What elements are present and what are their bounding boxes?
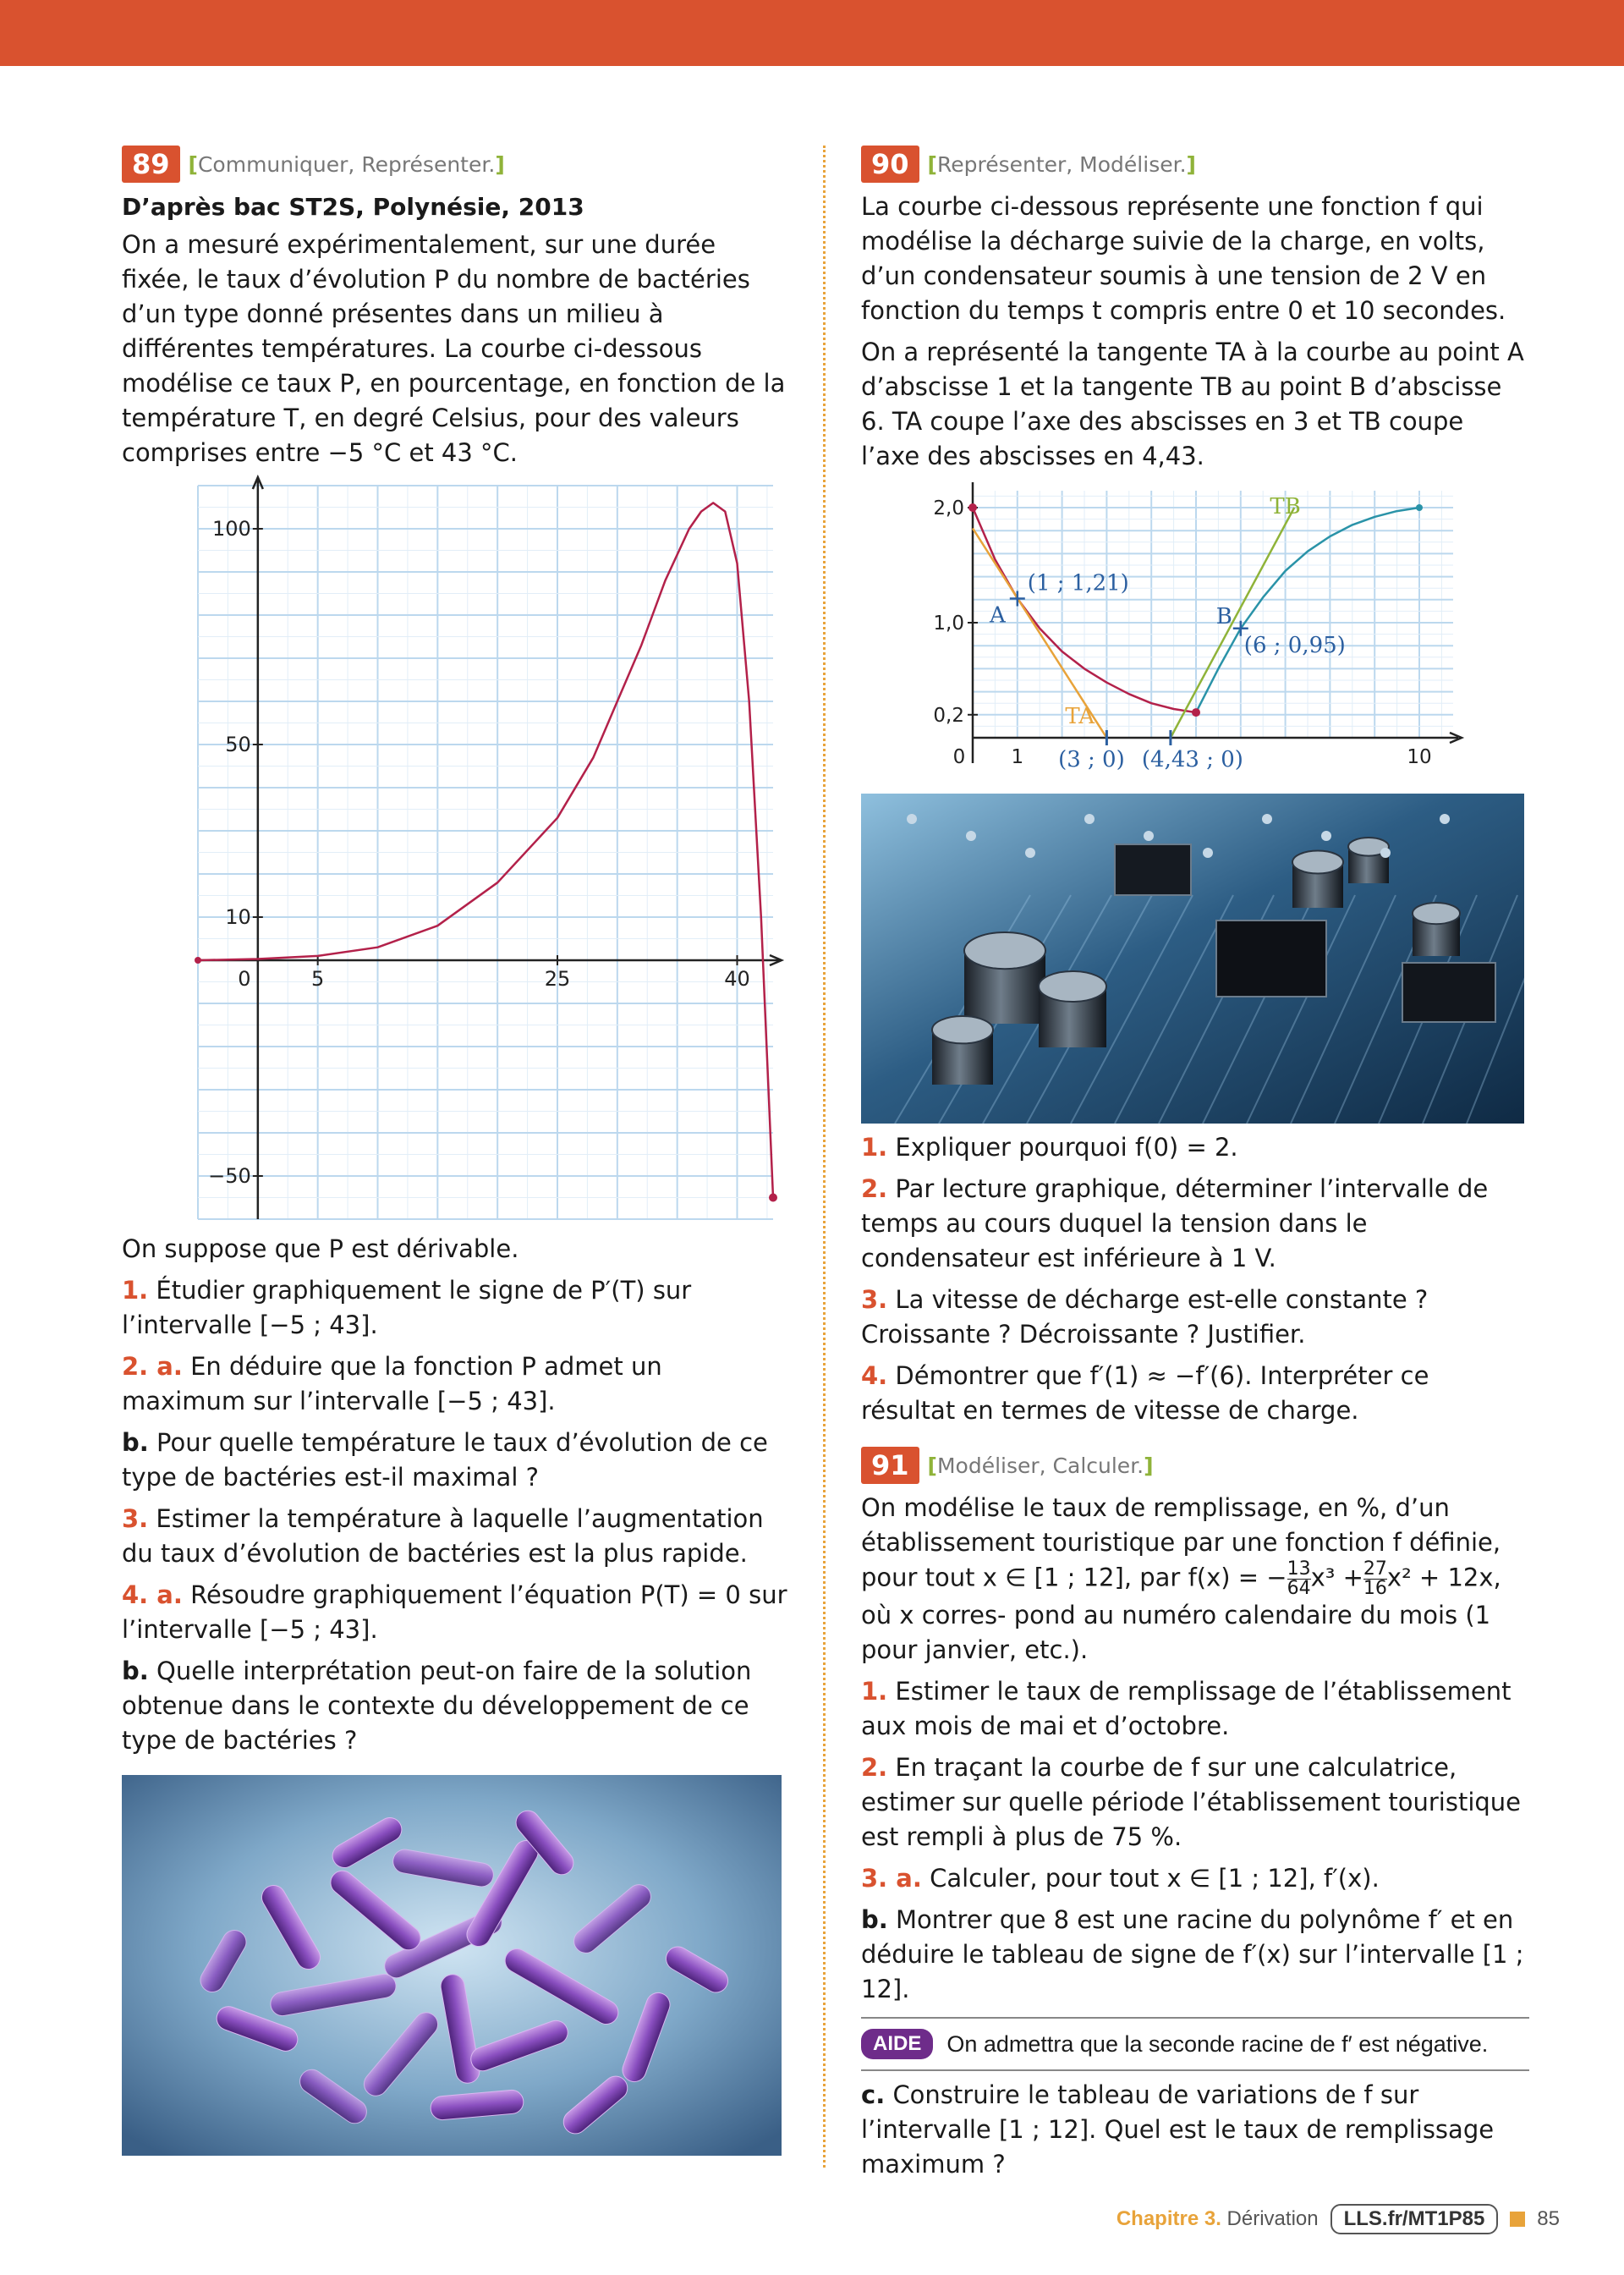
question-2: 2. En traçant la courbe de f sur une calculatrice, estimer sur quelle période l’établissement touristique est rempli à plus de 75 %. [861, 1753, 1522, 1851]
y-tick-label: 10 [225, 905, 251, 929]
exercise-intro-2: On a représenté la tangente TA à la courbe au point A d’abscisse 1 et la tangente TB au point B d’abscisse 6. TA coupe l’axe des abscisses en 3 et TB coupe l’axe des abscisses en 4,43. [861, 338, 1524, 470]
exercise-90-header [861, 146, 1529, 183]
pcb-via [1084, 814, 1095, 824]
chapter-label: Chapitre 3. Dérivation [1116, 2207, 1319, 2230]
series-start-point [195, 957, 201, 964]
question-1: 1. Expliquer pourquoi f(0) = 2. [861, 1133, 1238, 1162]
exercise-subtitle: D’après bac ST2S, Polynésie, 2013 [122, 193, 584, 221]
chart-annotation: B [1215, 603, 1232, 629]
question-4a: 4. a. Résoudre graphiquement l’équation P(T) = 0 sur l’intervalle [−5 ; 43]. [122, 1580, 787, 1644]
question-4b: b. Quelle interprétation peut-on faire de la solution obtenue dans le contexte du développement de ce type de bactéries ? [122, 1657, 752, 1755]
x-tick-label: 0 [238, 967, 251, 991]
x-tick-label: 10 [1407, 746, 1432, 768]
exercise-number: 89 [122, 146, 180, 183]
chip [1216, 920, 1326, 997]
chart-annotation: TB [1270, 493, 1301, 519]
pcb-via [1321, 831, 1331, 841]
exercise-number: 91 [861, 1447, 919, 1484]
chart-annotation: TA [1065, 704, 1095, 730]
page-number: 85 [1537, 2207, 1560, 2230]
series-end-point [769, 1194, 777, 1202]
footer-square-icon [1510, 2212, 1525, 2227]
chip [1402, 963, 1495, 1022]
hint-badge: AIDE [861, 2029, 933, 2059]
exercise-intro: La courbe ci-dessous représente une fonction f qui modélise la décharge suivie de la charge, en volts, d’un condensateur soumis à une tension de 2 V en fonction du temps t compris entre 0 et 10 secondes. [861, 192, 1506, 325]
y-tick-label: −50 [208, 1164, 251, 1188]
capacitor-top [1413, 903, 1460, 924]
capacitor-chart [861, 474, 1470, 787]
bacteria-chart [122, 470, 790, 1232]
point-A-marker [1010, 591, 1025, 606]
pcb-via [1440, 814, 1450, 824]
point-minimum [1192, 708, 1200, 717]
x-tick-label: 40 [724, 967, 750, 991]
resource-link[interactable]: LLS.fr/MT1P85 [1330, 2204, 1499, 2234]
pcb-via [1262, 814, 1272, 824]
question-3c: c. Construire le tableau de variations de f sur l’intervalle [1 ; 12]. Quel est le taux de remplissage maximum ? [861, 2080, 1495, 2179]
chart-annotation: (6 ; 0,95) [1243, 632, 1346, 658]
question-2a: 2. a. En déduire que la fonction P admet un maximum sur l’intervalle [−5 ; 43]. [122, 1352, 662, 1415]
exercise-skills: [Modéliser, Calculer.] [927, 1453, 1154, 1478]
point-f0 [968, 503, 977, 512]
chart-annotation: (4,43 ; 0) [1141, 747, 1243, 772]
exercise-intro: On modélise le taux de remplissage, en %, d’un établissement touristique par une fonction f définie, pour tout x ∈ [1 ; 12], par f(x) = − $\frac{13}{64}$ x³ + $\frac{27}{16}$ x² + 12x, où x corres- pond au numéro calendaire du mois (1 pour janvier, etc.). [861, 1493, 1501, 1664]
pcb-via [1144, 831, 1154, 841]
page-footer [1116, 2204, 1560, 2234]
question-1: 1. Estimer le taux de remplissage de l’établissement aux mois de mai et d’octobre. [861, 1677, 1512, 1740]
exercise-number: 90 [861, 146, 919, 183]
exercise-90 [861, 146, 1529, 2182]
question-3a: 3. a. Calculer, pour tout x ∈ [1 ; 12], f′(x). [861, 1864, 1380, 1893]
capacitor-top [1039, 971, 1106, 1002]
pcb-via [1380, 848, 1391, 858]
question-2: 2. Par lecture graphique, déterminer l’intervalle de temps au cours duquel la tension dans le condensateur est inférieure à 1 V. [861, 1174, 1489, 1272]
pcb-via [1203, 848, 1213, 858]
question-1: 1. Étudier graphiquement le signe de P′(T) sur l’intervalle [−5 ; 43]. [122, 1276, 692, 1339]
top-banner [0, 0, 1624, 66]
exercise-skills: [Représenter, Modéliser.] [927, 151, 1196, 177]
y-tick-label: 50 [225, 733, 251, 756]
question-4: 4. Démontrer que f′(1) ≈ −f′(6). Interpréter ce résultat en termes de vitesse de charge. [861, 1361, 1429, 1425]
chart-annotation: (3 ; 0) [1058, 747, 1125, 772]
x-tick-label: 1 [1011, 746, 1024, 768]
series-line-P [198, 503, 773, 1197]
x-tick-label: 5 [311, 967, 325, 991]
hint-box [861, 2017, 1529, 2071]
chip [1115, 844, 1191, 895]
question-3b: b. Montrer que 8 est une racine du polynôme f′ et en déduire le tableau de signe de f′(x) sur l’intervalle [1 ; 12]. [861, 1905, 1524, 2003]
point-end [1416, 504, 1423, 511]
y-tick-label: 1,0 [933, 613, 964, 635]
exercise-skills: [Communiquer, Représenter.] [188, 151, 505, 177]
exercise-intro: On a mesuré expérimentalement, sur une durée fixée, le taux d’évolution P du nombre de bactéries d’un type donné présentes dans un milieu à différentes températures. La courbe ci-dessous modélise ce taux P, en pourcentage, en fonction de la température T, en degré Celsius, pour des valeurs comprises entre −5 °C et 43 °C. [122, 230, 786, 467]
bacteria-photo [122, 1775, 782, 2156]
exercise-89-header [122, 146, 790, 183]
chart-annotation: (1 ; 1,21) [1027, 570, 1129, 596]
chart-annotation: A [990, 602, 1006, 629]
column-divider [823, 146, 826, 2168]
question-3: 3. La vitesse de décharge est-elle constante ? Croissante ? Décroissante ? Justifier. [861, 1285, 1429, 1349]
x-tick-label: 0 [952, 746, 966, 768]
y-tick-label: 2,0 [933, 497, 964, 519]
capacitor-top [1292, 851, 1343, 874]
assumption: On suppose que P est dérivable. [122, 1234, 519, 1263]
question-2b: b. Pour quelle température le taux d’évolution de ce type de bactéries est-il maximal ? [122, 1428, 768, 1492]
pcb-via [907, 814, 917, 824]
pcb-via [1025, 848, 1035, 858]
exercise-89 [122, 146, 790, 2156]
x-tick-label: 25 [544, 967, 571, 991]
question-3: 3. Estimer la température à laquelle l’augmentation du taux d’évolution de bactéries est la plus rapide. [122, 1504, 764, 1568]
y-tick-label: 0,2 [933, 704, 964, 727]
capacitor-top [932, 1016, 993, 1043]
y-tick-label: 100 [212, 517, 251, 541]
exercise-91-header [861, 1447, 1529, 1484]
circuit-board-photo [861, 794, 1524, 1124]
hint-text: On admettra que la seconde racine de f′ est négative. [946, 2030, 1489, 2057]
pcb-via [966, 831, 976, 841]
capacitor-top [964, 932, 1045, 969]
